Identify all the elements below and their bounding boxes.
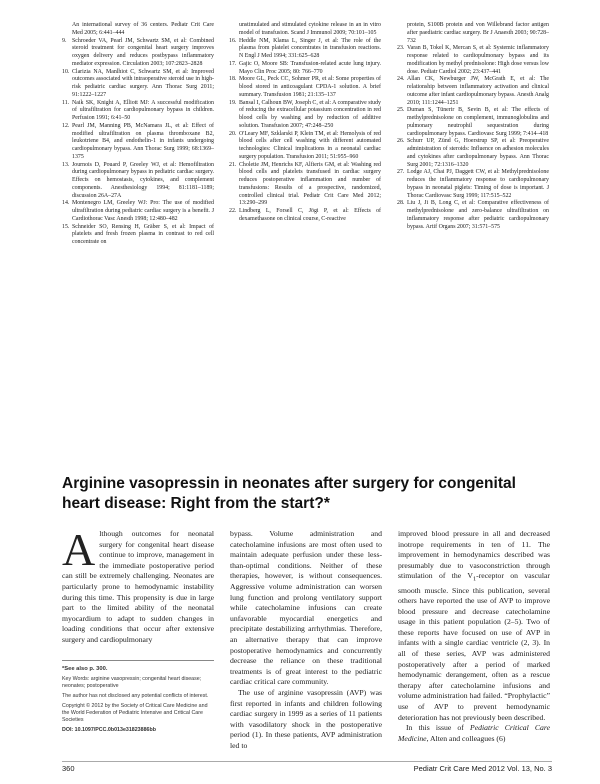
reference-item — [397, 76, 549, 107]
reference-number: 25. — [397, 107, 405, 114]
doi: DOI: 10.1097/PCC.0b013e31823886bb — [62, 727, 156, 733]
reference-text: Gajic O, Moore SB: Transfusion-related acute lung injury. Mayo Clin Proc 2005; 80: 766–770 — [239, 60, 381, 75]
body-text: improved blood pressure in all and decreased inotrope requirements in ten of 11. The improvement in hemodynamics described was presumably due to vasoconstriction through stimulation of the V — [398, 529, 550, 581]
reference-text: Bansal I, Calhoun BW, Joseph C, et al: A comparative study of reducing the extracellular potassium concentration in red blood cells by washing and by reduction of additive solution. Transfusion 2007; 47:248–250 — [239, 99, 381, 129]
intro-paragraph — [62, 524, 214, 646]
reference-number: 28. — [397, 200, 405, 207]
reference-number: 15. — [62, 223, 70, 230]
reference-item — [397, 200, 549, 231]
reference-column-2 — [229, 22, 381, 224]
page-number: 360 — [62, 764, 75, 773]
reference-text: Heddle NM, Klama L, Singer J, et al: The role of the plasma from platelet concentrates in transfusion reactions. N Engl J Med 1994; 331:625–628 — [239, 37, 381, 59]
body-paragraph — [398, 723, 550, 744]
reference-item — [229, 131, 381, 162]
body-paragraph: The use of arginine vasopressin (AVP) was first reported in infants and children following cardiac surgery in 1999 as a series of 11 patients with vasodilatory shock in the postoperative period (1). In these patients, AVP administration led to — [230, 687, 382, 750]
reference-number: 19. — [229, 99, 237, 106]
conflict-disclosure: The author has not disclosed any potential conflicts of interest. — [62, 693, 209, 699]
reference-item — [229, 38, 381, 61]
reference-text: Clarizia NA, Manlhiot C, Schwartz SM, et al: Improved outcomes associated with intraoperative steroid use in high-risk pediatric cardiac surgery. Ann Thorac Surg 2011; 91:1222–1227 — [72, 68, 214, 98]
body-column-2 — [230, 529, 382, 751]
reference-number: 16. — [229, 37, 237, 44]
reference-item — [397, 169, 549, 200]
reference-text: protein, S100B protein and von Willebrand factor antigen after paediatric cardiac surgery. Br J Anaesth 2003; 90:728–732 — [407, 22, 549, 44]
article-title: Arginine vasopressin in neonates after surgery for congenital heart disease: Right from the start?* — [62, 475, 516, 512]
body-paragraph — [398, 529, 550, 723]
reference-text: Liu J, Ji B, Long C, et al: Comparative effectiveness of methylprednisolone and zero-balance ultrafiltration on inflammatory response after pediatric cardiopulmonary bypass. Artif Organs 2007; 31:571–575 — [407, 200, 549, 230]
reference-text: Lindberg L, Forsell C, Jögi P, et al: Effects of dexamethasone on clinical course, C-reactive — [239, 208, 381, 222]
reference-item — [62, 162, 214, 201]
reference-number: 20. — [229, 130, 237, 137]
reference-list — [62, 22, 552, 464]
reference-item — [229, 162, 381, 209]
reference-text: unstimulated and stimulated cytokine release in an in vitro model of transfusion. Scand J Immunol 2009; 70:101–105 — [239, 22, 381, 36]
reference-item — [62, 69, 214, 100]
reference-number: 22. — [229, 208, 237, 214]
reference-item — [62, 200, 214, 223]
body-text: -receptor on vascular smooth muscle. Since this publication, several others have reported the use of AVP to improve blood pressure and decrease catecholamine usage in this patient population (2–5). Two of these reports have focused on use of AVP in infants with a single cardiac ventricle (2, 3). In all of these series, AVP was administered postoperatively after a period of marked hemodynamic derangement, often as a rescue therapy after catecholamine infusions and volume administration had failed. “Prophylactic” use of AVP to prevent hemodynamic deterioration has not previously been described. — [398, 571, 550, 722]
reference-item — [229, 61, 381, 77]
reference-item — [229, 76, 381, 99]
reference-text: An international survey of 36 centers. Pediatr Crit Care Med 2005; 6:441–444 — [72, 22, 214, 36]
journal-citation: Pediatr Crit Care Med 2012 Vol. 13, No. 3 — [413, 764, 552, 773]
reference-column-1 — [62, 22, 214, 247]
keywords: Key Words: arginine vasopressin; congenital heart disease; neonates; postoperative — [62, 676, 202, 689]
reference-item — [62, 22, 214, 38]
footer-divider — [62, 761, 552, 762]
reference-item — [62, 100, 214, 123]
subscript: 1 — [472, 575, 477, 583]
reference-text: Schroeder VA, Pearl JM, Schwartz SM, et al: Combined steroid treatment for congenital heart surgery improves oxygen delivery and reduces postbypass inflammatory mediator expression. Circulation 2003; 107:2823–2828 — [72, 37, 214, 67]
reference-text: Moore GL, Peck CC, Sohmer PR, et al: Some properties of blood stored in anticoagulant CPDA-1 solution. A brief summary. Transfusion 1981; 21:135–137 — [239, 76, 381, 98]
reference-text: Lodge AJ, Chai PJ, Daggett CW, et al: Methylprednisolone reduces the inflammatory response to cardiopulmonary bypass in neonatal piglets: Timing of dose is important. J Thorac Cardiovasc Surg 1999; 117:515–522 — [407, 169, 549, 199]
reference-item — [397, 22, 549, 45]
body-column-1 — [62, 524, 214, 646]
reference-number: 27. — [397, 169, 405, 176]
journal-name: Pediatric Critical Care Medicine — [398, 723, 550, 743]
reference-text: Journois D, Pouard P, Greeley WJ, et al: Hemofiltration during cardiopulmonary bypass in pediatric cardiac surgery. Effects on hemostasis, cytokines, and complement components. Anesthesiology 1994; 81:1181–1189; discussion 26A–27A — [72, 161, 214, 199]
reference-number: 26. — [397, 138, 405, 145]
reference-item — [229, 208, 381, 224]
reference-number: 12. — [62, 122, 70, 129]
reference-item — [62, 224, 214, 247]
intro-text: lthough outcomes for neonatal surgery for congenital heart disease continue to improve, management in the immediate postoperative period can still be extremely challenging. Neonates are particularly prone to hemodynamic instability during this time. This propensity is due in large part to the limited ability of the neonatal myocardium to adapt to sudden changes in loading conditions that occur after extensive surgery and cardiopulmonary — [62, 529, 214, 644]
body-text: In this issue of — [406, 723, 471, 733]
reference-item — [397, 107, 549, 138]
reference-item — [62, 38, 214, 69]
see-also-note: *See also p. 300. — [62, 666, 108, 672]
reference-number: 23. — [397, 45, 405, 52]
body-text: , Alten and colleagues (6) — [426, 733, 506, 743]
reference-number: 24. — [397, 76, 405, 83]
reference-text: Pearl JM, Manning PB, McNamara JL, et al: Effect of modified ultrafiltration on plasma thromboxane B2, leukotriene B4, and endothelin-1 in infants undergoing cardiopulmonary bypass. Ann Thorac Surg 1999; 68:1369–1375 — [72, 122, 214, 160]
reference-column-3 — [397, 22, 549, 231]
reference-item — [397, 138, 549, 169]
reference-item — [62, 123, 214, 162]
reference-text: Varan B, Tokel K, Mercan S, et al: Systemic inflammatory response related to cardiopulmonary bypass and its modification by methyl prednisolone: High dose versus low dose. Pediatr Cardiol 2002; 23:437–441 — [407, 45, 549, 75]
reference-item — [229, 100, 381, 131]
reference-text: O'Leary MF, Szklarski P, Klein TM, et al: Hemolysis of red blood cells after cell washing with different automated technologies: Clinical implications in a neonatal cardiac surgery population. Transfusion 2011; 51:955–960 — [239, 130, 381, 160]
copyright-notice: Copyright © 2012 by the Society of Critical Care Medicine and the World Federation of Pediatric Intensive and Critical Care Societies — [62, 703, 208, 723]
reference-text: Choletie JM, Henrichs KF, Alfieris GM, et al: Washing red blood cells and platelets transfused in cardiac surgery reduces postoperative inflammation and number of transfusions: Results of a prospective, randomized, controlled clinical trial. Pediatr Crit Care Med 2012; 13:290–299 — [239, 161, 381, 207]
reference-number: 10. — [62, 68, 70, 75]
reference-number: 11. — [62, 99, 70, 106]
drop-cap: A — [62, 524, 96, 575]
reference-number: 9. — [62, 37, 67, 44]
reference-text: Schurr UP, Zünd G, Hoerstrup SP, et al: Preoperative administration of steroids: Influence on adhesion molecules and cytokines after cardiopulmonary bypass. Ann Thorac Surg 2001; 72:1316–1320 — [407, 138, 549, 168]
reference-number: 21. — [229, 161, 237, 168]
body-column-3 — [398, 529, 550, 744]
reference-number: 18. — [229, 76, 237, 83]
reference-text: Schneider SO, Rensing H, Gräber S, et al: Impact of platelets and fresh frozen plasma in contrast to red cell concentrate on — [72, 223, 214, 245]
reference-item — [397, 45, 549, 76]
reference-text: Naik SK, Knight A, Elliott MJ: A successful modification of ultrafiltration for cardiopulmonary bypass in children. Perfusion 1991; 6:41–50 — [72, 99, 214, 121]
reference-text: Duman S, Tünerir B, Sevin B, et al: The effects of methylprednisolone on complement, immunoglobulins and pulmonary neutrophil sequestration during cardiopulmonary bypass. Cardiovasc Surg 1999; 7:414–418 — [407, 107, 549, 137]
article-footnote — [62, 660, 214, 737]
reference-number: 13. — [62, 161, 70, 168]
reference-text: Montenegro LM, Greeley WJ: Pro: The use of modified ultrafiltration during pediatric cardiac surgery is a benefit. J Cardiothorac Vasc Anesth 1998; 12:480–482 — [72, 200, 214, 222]
body-paragraph: bypass. Volume administration and catecholamine infusions are most often used to maintain adequate perfusion under these less-than-optimal conditions. Neither of these therapies, however, is without consequences. Aggressive volume administration can worsen lung function and prolong ventilatory support while catecholamine infusions can create unfavorable myocardial energetics and precipitate destabilizing arrhythmias. Therefore, an alternative therapy that can improve postoperative hemodynamics and concurrently decrease the reliance on these traditional treatments is of great interest to the pediatric cardiac critical care community. — [230, 529, 382, 687]
reference-number: 17. — [229, 60, 237, 67]
reference-number: 14. — [62, 200, 70, 207]
reference-text: Allan CK, Newburger JW, McGrath E, et al: The relationship between inflammatory activation and clinical outcome after infant cardiopulmonary bypass. Anesth Analg 2010; 111:1244–1251 — [407, 76, 549, 106]
reference-item — [229, 22, 381, 38]
